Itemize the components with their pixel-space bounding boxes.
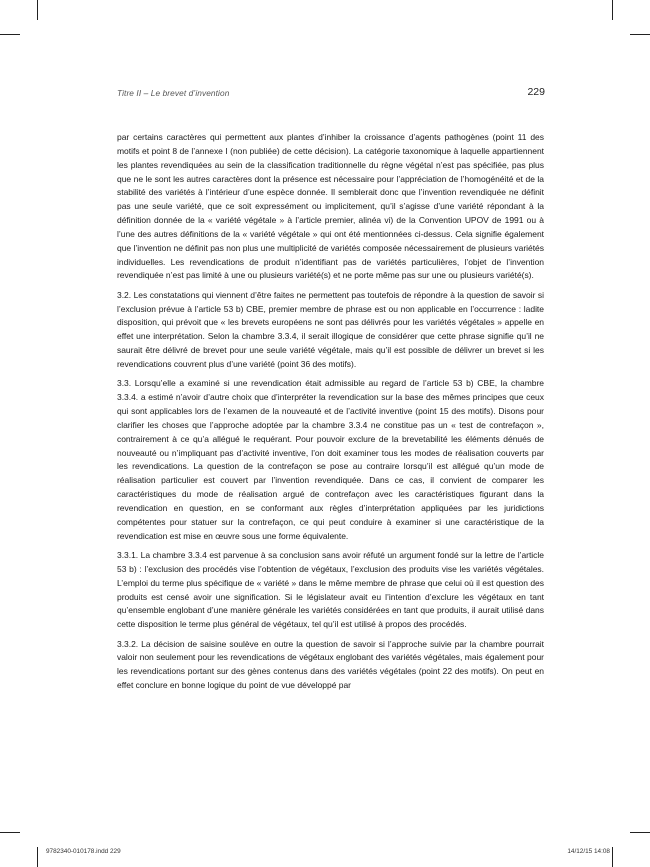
paragraph: 3.3.1. La chambre 3.3.4 est parvenue à sa conclusion sans avoir réfuté un argument fondé sur la lettre de l’article 53 b) : l’exclusion des procédés vise l’obtention de végétaux, l’exclusion des produits vise les variétés végétales. L’emploi du terme plus spécifique de « variété » dans le même membre de phrase que celui où il est question des produits est censé avoir une signification. Si le législateur avait eu l’intention d’exclure les végétaux en tant qu’ensemble englobant d’une manière générale les variétés considérées en tant que produits, il aurait utilisé dans cette disposition le terme plus général de végétaux, tel qu’il est utilisé à propos des procédés. xyxy=(117,549,544,630)
crop-mark xyxy=(630,832,650,833)
crop-mark xyxy=(612,0,613,20)
page-number: 229 xyxy=(527,86,545,98)
crop-mark xyxy=(37,0,38,20)
paragraph: 3.2. Les constatations qui viennent d’être faites ne permettent pas toutefois de répondre à la question de savoir si l’exclusion prévue à l’article 53 b) CBE, premier membre de phrase est ou non applicable en l’occurrence : ladite disposition, qui prévoit que « les brevets européens ne sont pas délivrés pour les variétés végétales » appelle en effet une interprétation. Selon la chambre 3.3.4, il serait illogique de considérer que cette phrase signifie qu’il ne saurait être délivré de brevet pour une seule variété végétale, mais qu’il est possible de délivrer un brevet si les revendications couvrent plus d’une variété (point 36 des motifs). xyxy=(117,289,544,369)
crop-mark xyxy=(0,832,20,833)
body-text xyxy=(117,131,544,698)
crop-mark xyxy=(612,847,613,867)
footer-date-time: 14/12/15 14:08 xyxy=(567,848,610,855)
crop-mark xyxy=(37,847,38,867)
crop-mark xyxy=(630,34,650,35)
crop-mark xyxy=(0,34,20,35)
footer-file-info: 9782340-010178.indd 229 xyxy=(46,848,121,855)
running-head: Titre II – Le brevet d’invention xyxy=(117,88,230,98)
paragraph: 3.3.2. La décision de saisine soulève en outre la question de savoir si l’approche suivie par la chambre pourrait valoir non seulement pour les revendications de végétaux englobant des variétés végétales, mais également pour les revendications portant sur des gènes contenus dans des variétés végétales (point 22 des motifs). On peut en effet conclure en bonne logique du point de vue développé par xyxy=(117,638,544,691)
paragraph: par certains caractères qui permettent aux plantes d’inhiber la croissance d’agents pathogènes (point 11 des motifs et point 8 de l’annexe I (non publiée) de cette décision). La catégorie taxonomique à laquelle appartiennent les plantes revendiquées au sein de la classification traditionnelle du règne végétal n’est pas spécifiée, pas plus que ne le sont les autres caractères dont la présence est nécessaire pour l’appréciation de l’homogénéité et de la stabilité des variétés à l’intérieur d’une espèce donnée. Il semblerait donc que l’invention revendiquée ne définit pas une seule variété, que ce soit expressément ou implicitement, qu’il s’agisse d’une variété répondant à la définition donnée de la « variété végétale » à l’article premier, alinéa vi) de la Convention UPOV de 1991 ou à l’une des autres définitions de la « variété végétale » qui ont été mentionnées ci-dessus. Cela signifie également que l’invention ne définit pas non plus une multiplicité de variétés composée nécessairement de plusieurs variétés individuelles. Les revendications de produit n’identifiant pas de variétés particulières, l’objet de l’invention revendiquée n’est pas limité à une ou plusieurs variété(s) et ne porte même pas sur une ou plusieurs variété(s). xyxy=(117,132,544,281)
paragraph: 3.3. Lorsqu’elle a examiné si une revendication était admissible au regard de l’article 53 b) CBE, la chambre 3.3.4. a estimé n’avoir d’autre choix que d’interpréter la revendication sur la base des mêmes principes que ceux qui sont applicables lors de l’examen de la nouveauté et de l’activité inventive (point 15 des motifs). Disons pour clarifier les choses que l’approche adoptée par la chambre 3.3.4 ne constitue pas un « test de contrefaçon », contrairement à ce qu’a allégué le requérant. Pour pouvoir exclure de la brevetabilité les éléments dénués de nouveauté ou n’impliquant pas d’activité inventive, l’on doit examiner tous les modes de réalisation couverts par les revendications. La question de la contrefaçon se pose au contraire lorsqu’il est allégué qu’un mode de réalisation particulier est couvert par l’invention revendiquée. Dans ce cas, il convient de comparer les caractéristiques du mode de réalisation argué de contrefaçon avec les caractéristiques figurant dans la revendication en question, en se conformant aux règles d’interprétation appliquées par les juridictions compétentes pour statuer sur la contrefaçon, ce qui peut conduire à examiner si une caractéristique de la revendication est mise en œuvre sous une forme équivalente. xyxy=(117,378,544,541)
